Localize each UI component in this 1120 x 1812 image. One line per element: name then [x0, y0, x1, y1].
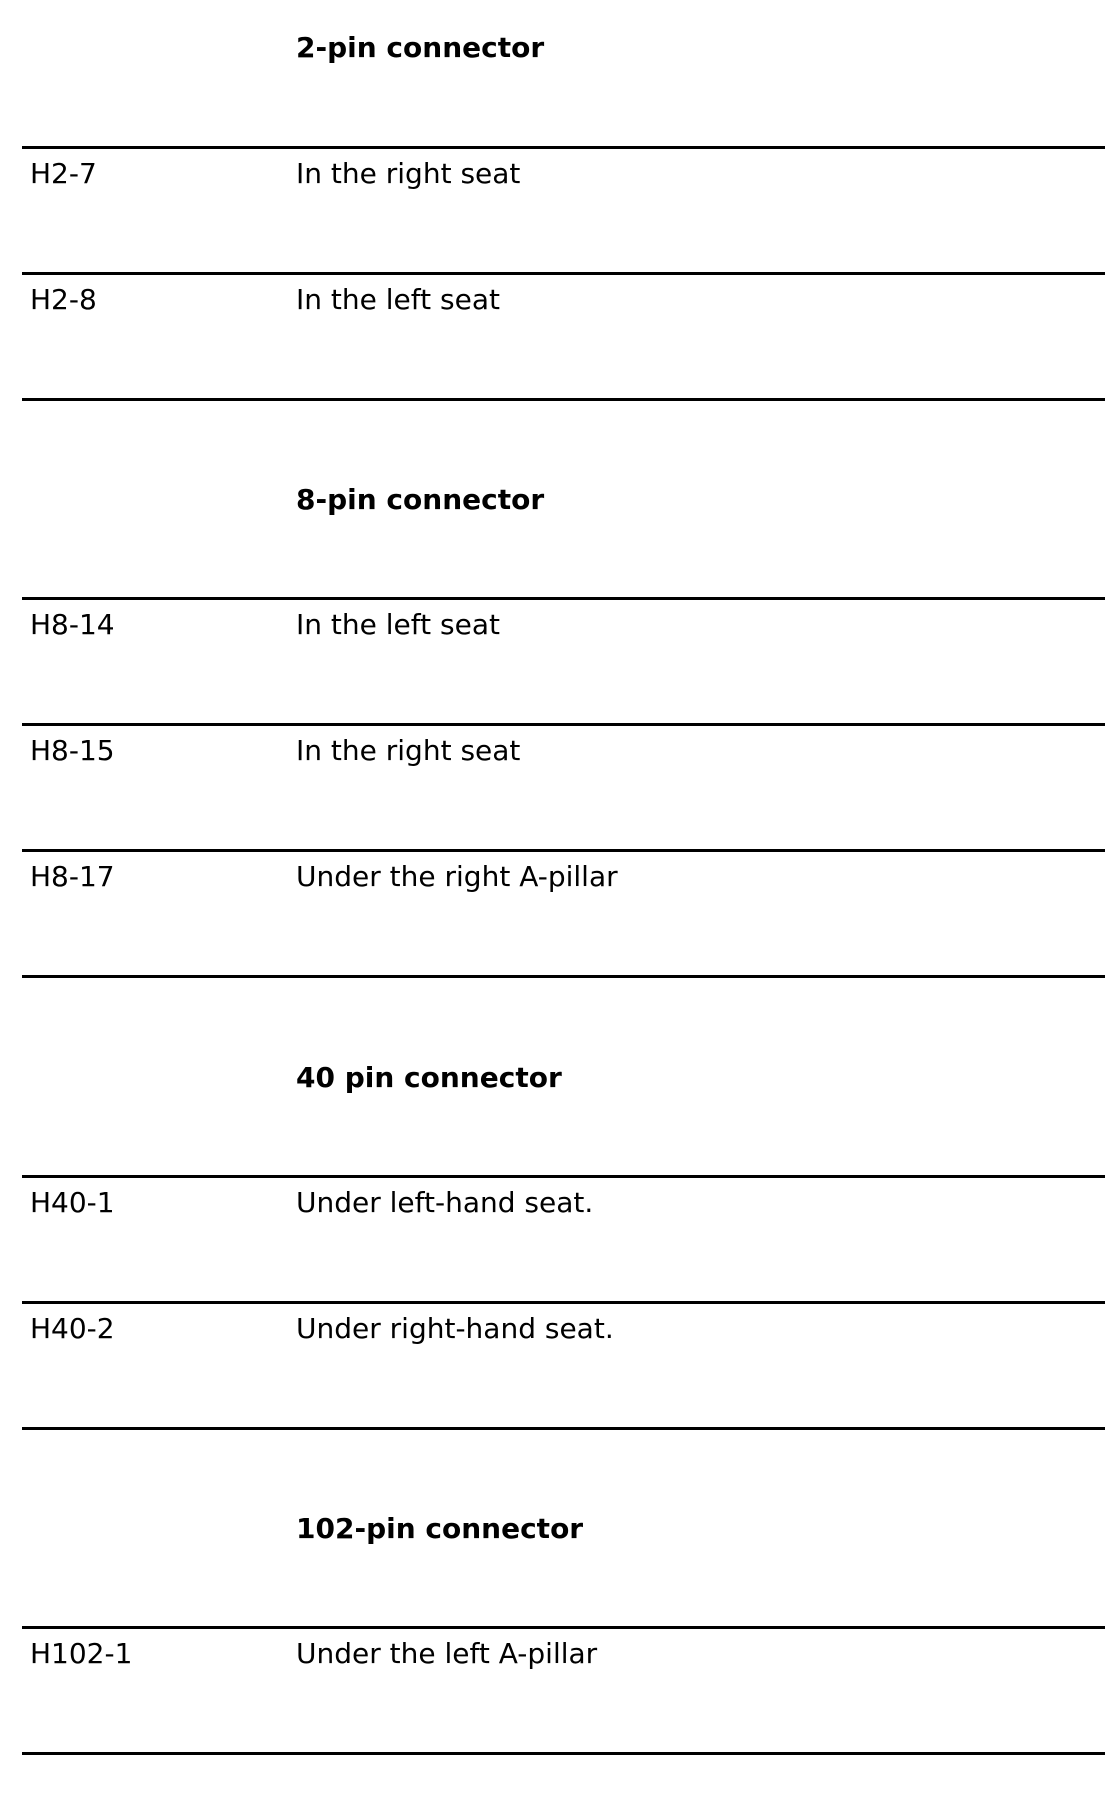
table-rule: [22, 398, 1105, 401]
table-rule: [22, 597, 1105, 600]
connector-code: H8-14: [30, 608, 115, 641]
table-rule: [22, 1427, 1105, 1430]
connector-code: H2-7: [30, 157, 97, 190]
connector-code: H40-2: [30, 1312, 115, 1345]
connector-location: Under the left A-pillar: [296, 1637, 598, 1670]
table-rule: [22, 975, 1105, 978]
section-heading-2-pin: 2-pin connector: [296, 31, 545, 64]
section-heading-40-pin: 40 pin connector: [296, 1061, 562, 1094]
table-rule: [22, 1175, 1105, 1178]
section-heading-8-pin: 8-pin connector: [296, 483, 545, 516]
table-rule: [22, 1301, 1105, 1304]
table-rule: [22, 1752, 1105, 1755]
connector-location: In the left seat: [296, 608, 500, 641]
table-rule: [22, 272, 1105, 275]
connector-location: Under left-hand seat.: [296, 1186, 594, 1219]
table-rule: [22, 849, 1105, 852]
table-rule: [22, 146, 1105, 149]
connector-location: In the right seat: [296, 157, 521, 190]
connector-code: H8-15: [30, 734, 115, 767]
connector-location: Under the right A-pillar: [296, 860, 618, 893]
section-heading-102-pin: 102-pin connector: [296, 1512, 584, 1545]
connector-code: H8-17: [30, 860, 115, 893]
table-rule: [22, 1626, 1105, 1629]
connector-code: H2-8: [30, 283, 97, 316]
connector-location: In the right seat: [296, 734, 521, 767]
connector-code: H102-1: [30, 1637, 133, 1670]
connector-location: In the left seat: [296, 283, 500, 316]
connector-code: H40-1: [30, 1186, 115, 1219]
table-rule: [22, 723, 1105, 726]
connector-location: Under right-hand seat.: [296, 1312, 614, 1345]
